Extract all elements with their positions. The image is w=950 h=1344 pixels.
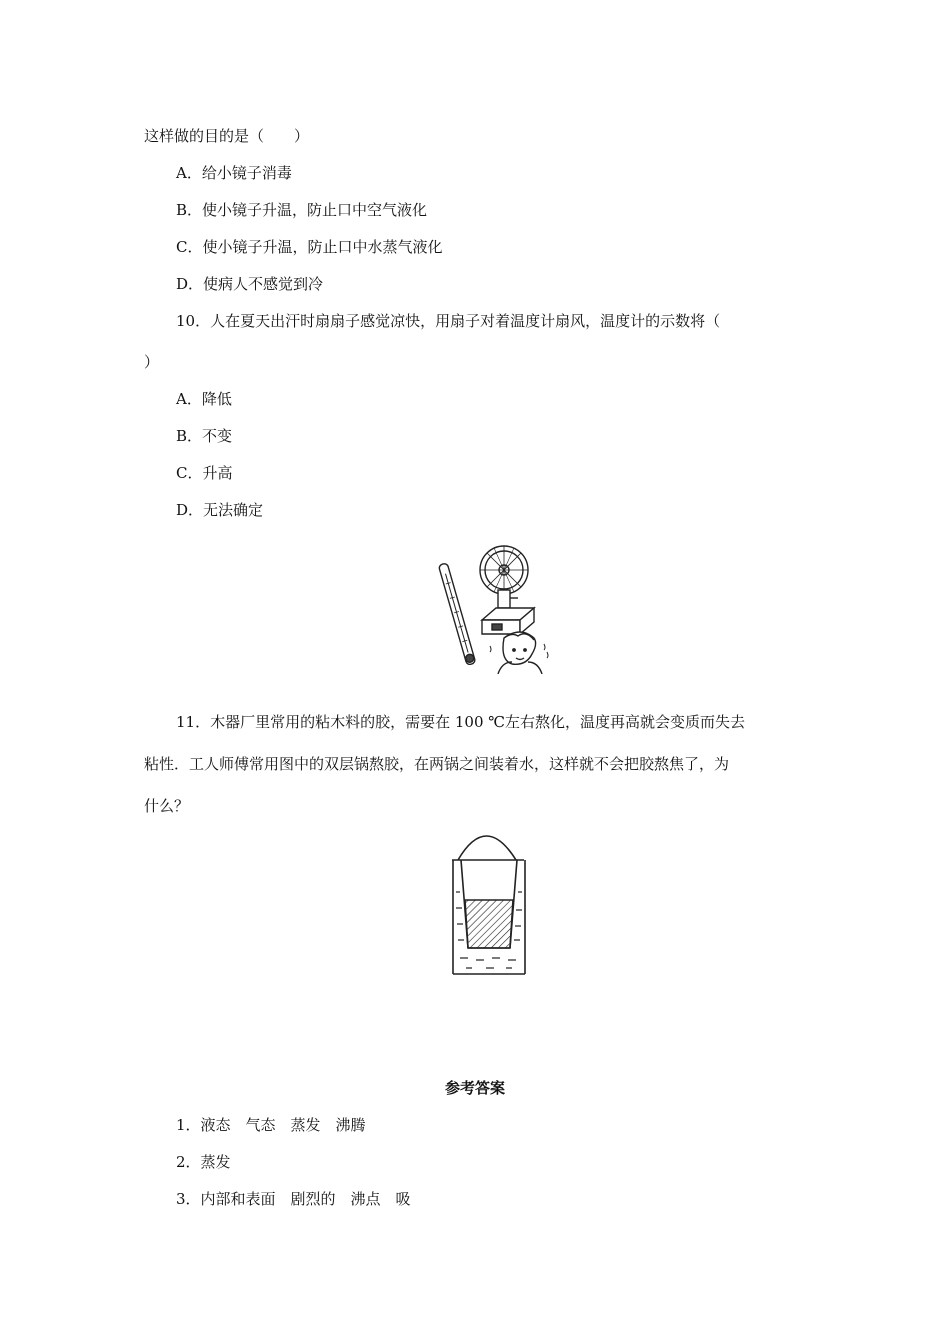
q10-stem-line2: ） [144, 353, 160, 371]
q10-option-a: A．降低 [176, 390, 232, 408]
q10-stem-line1: 10．人在夏天出汗时扇扇子感觉凉快，用扇子对着温度计扇风，温度计的示数将（ [176, 312, 721, 330]
double-boiler-figure [446, 830, 532, 978]
q9-stem: 这样做的目的是（ ） [144, 127, 310, 145]
q9-option-d: D．使病人不感觉到冷 [176, 275, 324, 293]
q10-option-c: C．升高 [176, 464, 233, 482]
answer-item: 2．蒸发 [176, 1153, 231, 1171]
answer-item: 1．液态 气态 蒸发 沸腾 [176, 1116, 366, 1134]
answers-title: 参考答案 [444, 1079, 505, 1097]
q11-stem-line2: 粘性．工人师傅常用图中的双层锅熬胶，在两锅之间装着水，这样就不会把胶熬焦了，为 [144, 755, 730, 773]
q9-option-b: B．使小镜子升温，防止口中空气液化 [176, 201, 428, 219]
q10-option-b: B．不变 [176, 427, 233, 445]
answer-item: 3．内部和表面 剧烈的 沸点 吸 [176, 1190, 411, 1208]
q11-stem-line1: 11．木器厂里常用的粘木料的胶，需要在 100 ℃左右熬化，温度再高就会变质而失去 [176, 713, 746, 731]
q11-stem-line3: 什么？ [144, 797, 190, 815]
q9-option-a: A．给小镜子消毒 [176, 164, 292, 182]
q9-option-c: C．使小镜子升温，防止口中水蒸气液化 [176, 238, 443, 256]
fan-thermometer-figure [432, 542, 562, 674]
q10-option-d: D．无法确定 [176, 501, 264, 519]
